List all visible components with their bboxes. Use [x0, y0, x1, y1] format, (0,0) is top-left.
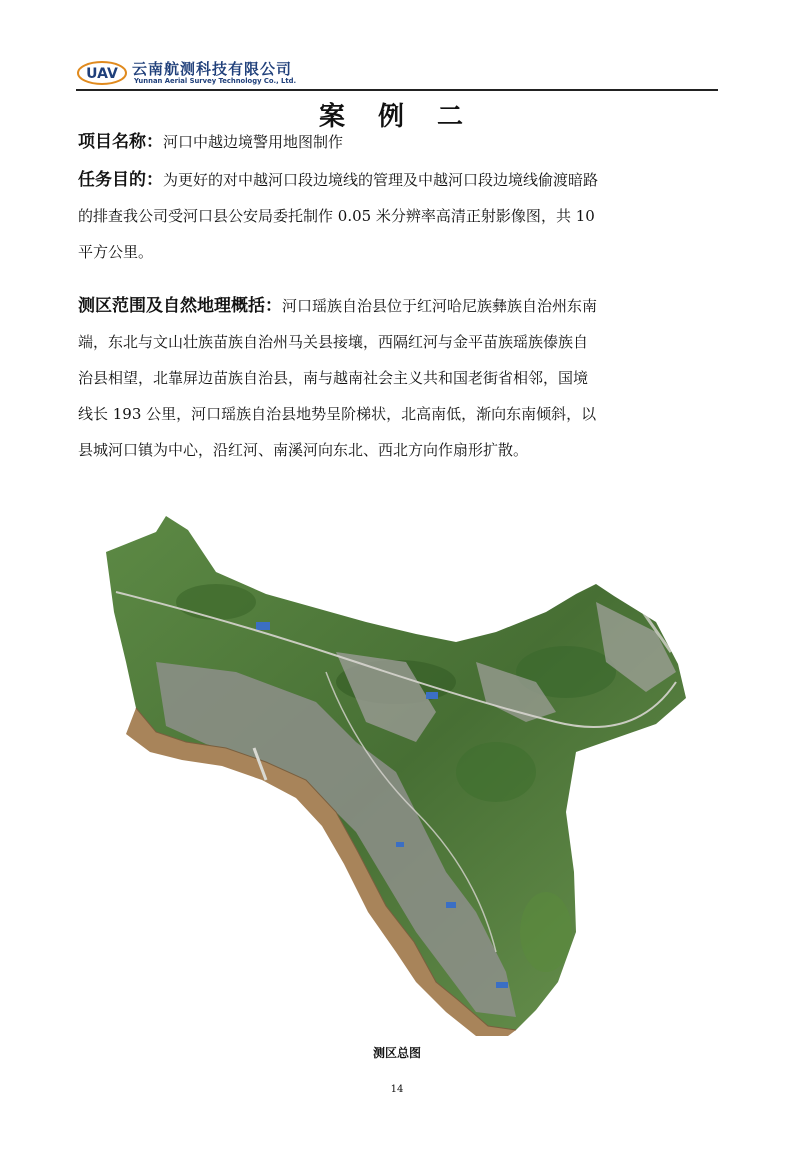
survey-area-orthophoto [96, 512, 690, 1036]
survey-area-line-3: 治县相望，北靠屏边苗族自治县，南与越南社会主义共和国老街省相邻，国境 [78, 369, 589, 387]
uav-logo [76, 58, 128, 86]
task-purpose-line-3: 平方公里。 [78, 243, 154, 261]
project-name-label: 项目名称： [78, 132, 163, 152]
project-name-value: 河口中越边境警用地图制作 [163, 133, 344, 151]
page-header [76, 52, 718, 92]
task-purpose-label: 任务目的： [78, 170, 163, 190]
company-name-cn: 云南航测科技有限公司 [132, 60, 293, 78]
task-purpose-line-2: 的排查我公司受河口县公安局委托制作 0.05 米分辨率高清正射影像图，共 10 [78, 207, 595, 225]
page-number: 14 [390, 1084, 404, 1095]
figure-caption: 测区总图 [372, 1046, 421, 1060]
survey-area-line-2: 端，东北与文山壮族苗族自治州马关县接壤，西隔红河与金平苗族瑶族傣族自 [78, 333, 589, 351]
header-divider [76, 89, 718, 91]
company-name-en: Yunnan Aerial Survey Technology Co., Ltd. [134, 77, 297, 85]
project-name-paragraph [78, 124, 718, 160]
survey-area-paragraph [78, 288, 718, 468]
task-purpose-paragraph [78, 162, 718, 270]
survey-area-line-5: 县城河口镇为中心，沿红河、南溪河向东北、西北方向作扇形扩散。 [78, 441, 529, 459]
survey-area-label: 测区范围及自然地理概括： [78, 296, 282, 316]
survey-area-line-1: 河口瑶族自治县位于红河哈尼族彝族自治州东南 [282, 297, 598, 315]
task-purpose-line-1: 为更好的对中越河口段边境线的管理及中越河口段边境线偷渡暗路 [163, 171, 599, 189]
svg-text:UAV: UAV [86, 66, 118, 82]
page-title: 案 例 二 [318, 102, 476, 132]
survey-area-line-4: 线长 193 公里，河口瑶族自治县地势呈阶梯状，北高南低，渐向东南倾斜，以 [78, 405, 597, 423]
